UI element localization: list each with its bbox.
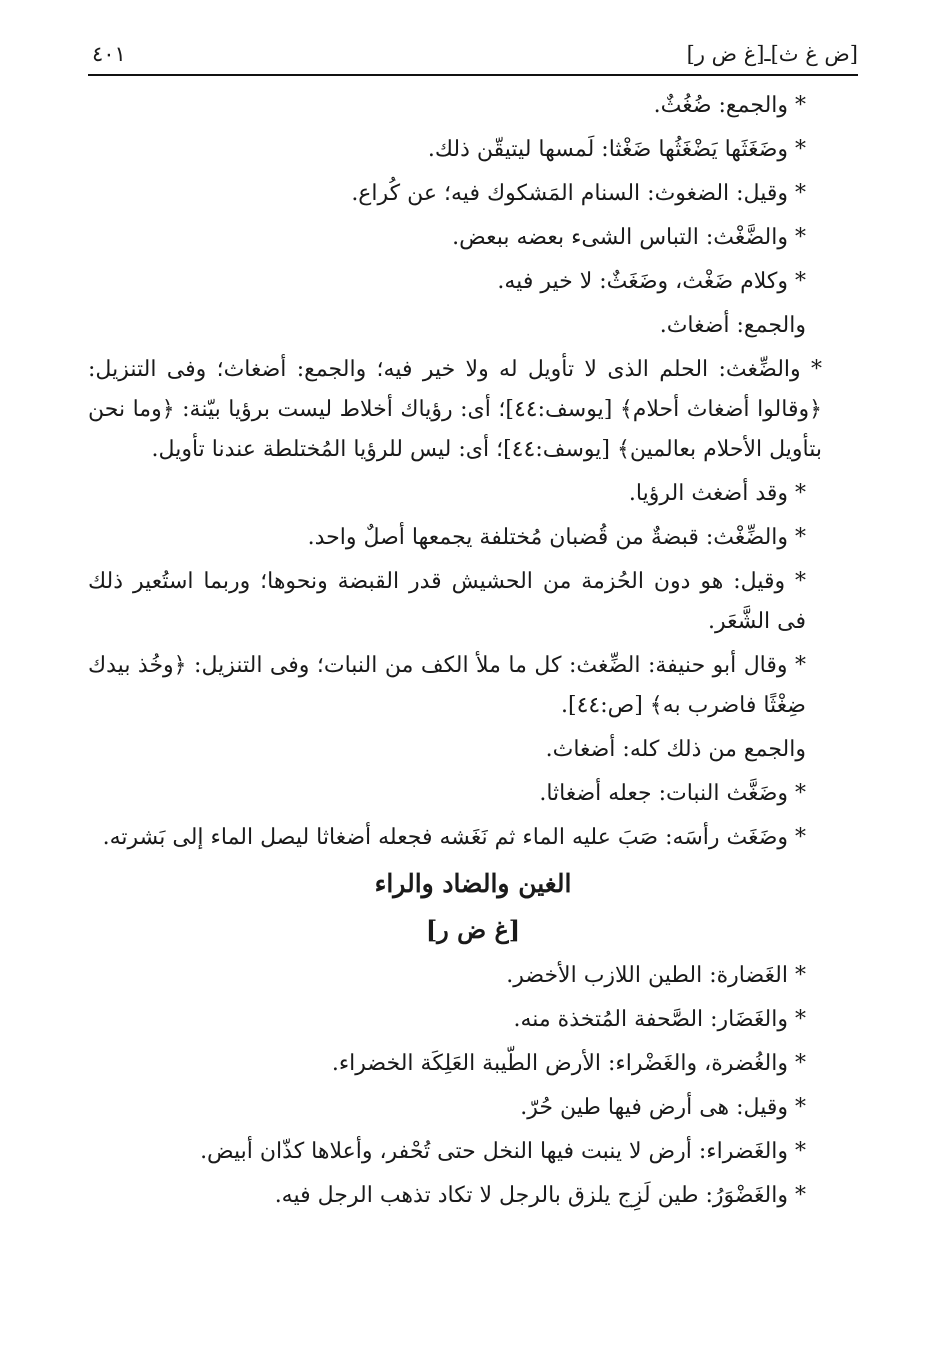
section-title: الغين والضاد والراء xyxy=(374,869,572,898)
entry-paragraph: * وضَغَثَها يَضْغَثُها ضَغْثا: لَمسها ليتيقّن ذلك. xyxy=(427,137,806,162)
entry-paragraph: * والجمع: ضُغُثٌ. xyxy=(653,93,806,118)
entry-paragraph: * وقد أضغث الرؤيا. xyxy=(628,481,806,506)
entry-paragraph: * وقيل: الضغوث: السنام المَشكوك فيه؛ عن كُراع. xyxy=(351,181,806,206)
entry-paragraph: * والضَّغْث: التباس الشىء بعضه ببعض. xyxy=(452,225,806,250)
section-ghain-dad-ra xyxy=(88,956,858,1216)
entry-paragraph: * وقيل: هو دون الحُزمة من الحشيش قدر القبضة ونحوها؛ وربما استُعير ذلك فى الشَّعَر. xyxy=(88,569,806,634)
entry-paragraph: * والضِّغْث: قبضةٌ من قُضبان مُختلفة يجمعها أصلٌ واحد. xyxy=(307,525,806,550)
entry-paragraph: * وضَغَث رأسَه: صَبَ عليه الماء ثم نَغَشه فجعله أضغاثا ليصل الماء إلى بَشرته. xyxy=(102,825,806,850)
entry-paragraph: والجمع: أضغاث. xyxy=(659,313,806,338)
section-dad-ghain-tha xyxy=(88,86,858,858)
page-number: ٤٠١ xyxy=(92,42,126,66)
entry-paragraph: * والغَضْوَرُ: طين لَزِج يلزق بالرجل لا تكاد تذهب الرجل فيه. xyxy=(274,1183,806,1208)
entry-root-heading: [غ ض ر] xyxy=(425,915,521,944)
entry-paragraph: * وقيل: هى أرض فيها طين حُرّ. xyxy=(520,1095,806,1120)
page-body xyxy=(88,86,858,1216)
entry-paragraph: * والغُضرة، والغَضْراء: الأرض الطّيبة العَلِكَة الخضراء. xyxy=(331,1051,806,1076)
entry-paragraph: والجمع من ذلك كله: أضغاث. xyxy=(545,737,806,762)
entry-paragraph: * الغَضارة: الطين اللازب الأخضر. xyxy=(506,963,806,988)
entry-paragraph: * والغَضَار: الصَّحفة المُتخذة منه. xyxy=(513,1007,806,1032)
entry-paragraph: * والغَضراء: أرض لا ينبت فيها النخل حتى تُحْفر، وأعلاها كذّان أبيض. xyxy=(200,1139,806,1164)
dictionary-page xyxy=(88,38,858,1220)
entry-paragraph: * وقال أبو حنيفة: الضِّغث: كل ما ملأ الكف من النبات؛ وفى التنزيل: ﴿وخُذ بيدك ضِغْثًا فاضرب به﴾ [ص:٤٤]. xyxy=(88,653,806,718)
entry-paragraph: * وضَغَّث النبات: جعله أضغاثا. xyxy=(539,781,806,806)
entry-paragraph: * والضِّغث: الحلم الذى لا تأويل له ولا خير فيه؛ والجمع: أضغاث؛ وفى التنزيل: ﴿وقالوا أضغاث أحلام﴾ [يوسف:٤٤]؛ أى: رؤياك أخلاط ليست برؤيا بيّنة: ﴿وما نحن بتأويل الأحلام بعالمين﴾ [يوسف:٤٤]؛ أى: ليس للرؤيا المُختلطة عندنا تأويل. xyxy=(88,357,822,462)
page-header xyxy=(88,38,858,76)
running-title: [ض غ ث]ـ[غ ض ر] xyxy=(686,42,858,66)
entry-paragraph: * وكلام ضَغْث، وضَغَثٌ: لا خير فيه. xyxy=(497,269,806,294)
